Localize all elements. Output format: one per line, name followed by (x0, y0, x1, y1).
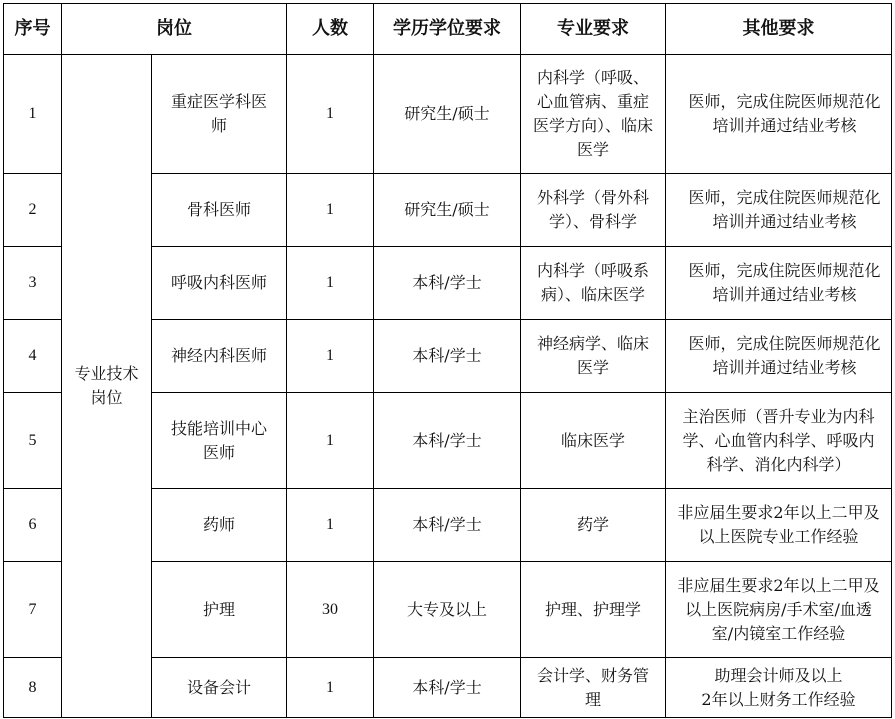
post-cell: 骨科医师 (152, 174, 287, 247)
post-cell: 神经内科医师 (152, 320, 287, 393)
count-cell: 1 (287, 658, 374, 718)
count-cell: 1 (287, 489, 374, 562)
header-other: 其他要求 (666, 4, 892, 55)
major-cell: 神经病学、临床医学 (521, 320, 666, 393)
other-cell: 非应届生要求2年以上二甲及以上医院专业工作经验 (666, 489, 892, 562)
post-cell: 设备会计 (152, 658, 287, 718)
post-cell: 重症医学科医师 (152, 55, 287, 174)
edu-cell: 本科/学士 (374, 658, 521, 718)
seq-cell: 3 (4, 247, 62, 320)
edu-cell: 大专及以上 (374, 562, 521, 658)
seq-cell: 1 (4, 55, 62, 174)
other-line: 2年以上财务工作经验 (701, 689, 856, 709)
count-cell: 1 (287, 247, 374, 320)
major-cell: 护理、护理学 (521, 562, 666, 658)
other-cell: 医师，完成住院医师规范化培训并通过结业考核 (666, 174, 892, 247)
post-cell: 技能培训中心医师 (152, 393, 287, 489)
major-cell: 内科学（呼吸、心血管病、重症医学方向）、临床医学 (521, 55, 666, 174)
edu-cell: 研究生/硕士 (374, 55, 521, 174)
count-cell: 1 (287, 55, 374, 174)
major-cell: 药学 (521, 489, 666, 562)
header-seq: 序号 (4, 4, 62, 55)
major-cell: 外科学（骨外科学）、骨科学 (521, 174, 666, 247)
major-cell: 内科学（呼吸系病）、临床医学 (521, 247, 666, 320)
table-row (4, 55, 892, 174)
seq-cell: 4 (4, 320, 62, 393)
post-cell: 呼吸内科医师 (152, 247, 287, 320)
count-cell: 30 (287, 562, 374, 658)
other-cell: 医师，完成住院医师规范化培训并通过结业考核 (666, 247, 892, 320)
recruitment-table (3, 3, 892, 718)
edu-cell: 研究生/硕士 (374, 174, 521, 247)
seq-cell: 7 (4, 562, 62, 658)
edu-cell: 本科/学士 (374, 393, 521, 489)
count-cell: 1 (287, 320, 374, 393)
seq-cell: 8 (4, 658, 62, 718)
seq-cell: 6 (4, 489, 62, 562)
header-major: 专业要求 (521, 4, 666, 55)
category-cell: 专业技术岗位 (62, 55, 152, 718)
seq-cell: 2 (4, 174, 62, 247)
major-cell: 临床医学 (521, 393, 666, 489)
header-edu: 学历学位要求 (374, 4, 521, 55)
other-cell: 医师，完成住院医师规范化培训并通过结业考核 (666, 55, 892, 174)
count-cell: 1 (287, 174, 374, 247)
header-count: 人数 (287, 4, 374, 55)
post-cell: 药师 (152, 489, 287, 562)
header-post: 岗位 (62, 4, 287, 55)
count-cell: 1 (287, 393, 374, 489)
major-cell: 会计学、财务管理 (521, 658, 666, 718)
edu-cell: 本科/学士 (374, 489, 521, 562)
other-cell: 主治医师（晋升专业为内科学、心血管内科学、呼吸内科学、消化内科学） (666, 393, 892, 489)
post-cell: 护理 (152, 562, 287, 658)
edu-cell: 本科/学士 (374, 320, 521, 393)
seq-cell: 5 (4, 393, 62, 489)
other-cell: 医师，完成住院医师规范化培训并通过结业考核 (666, 320, 892, 393)
edu-cell: 本科/学士 (374, 247, 521, 320)
other-line: 助理会计师及以上 (714, 665, 843, 685)
other-cell: 非应届生要求2年以上二甲及以上医院病房/手术室/血透室/内镜室工作经验 (666, 562, 892, 658)
other-cell (666, 658, 892, 718)
header-row (4, 4, 892, 55)
